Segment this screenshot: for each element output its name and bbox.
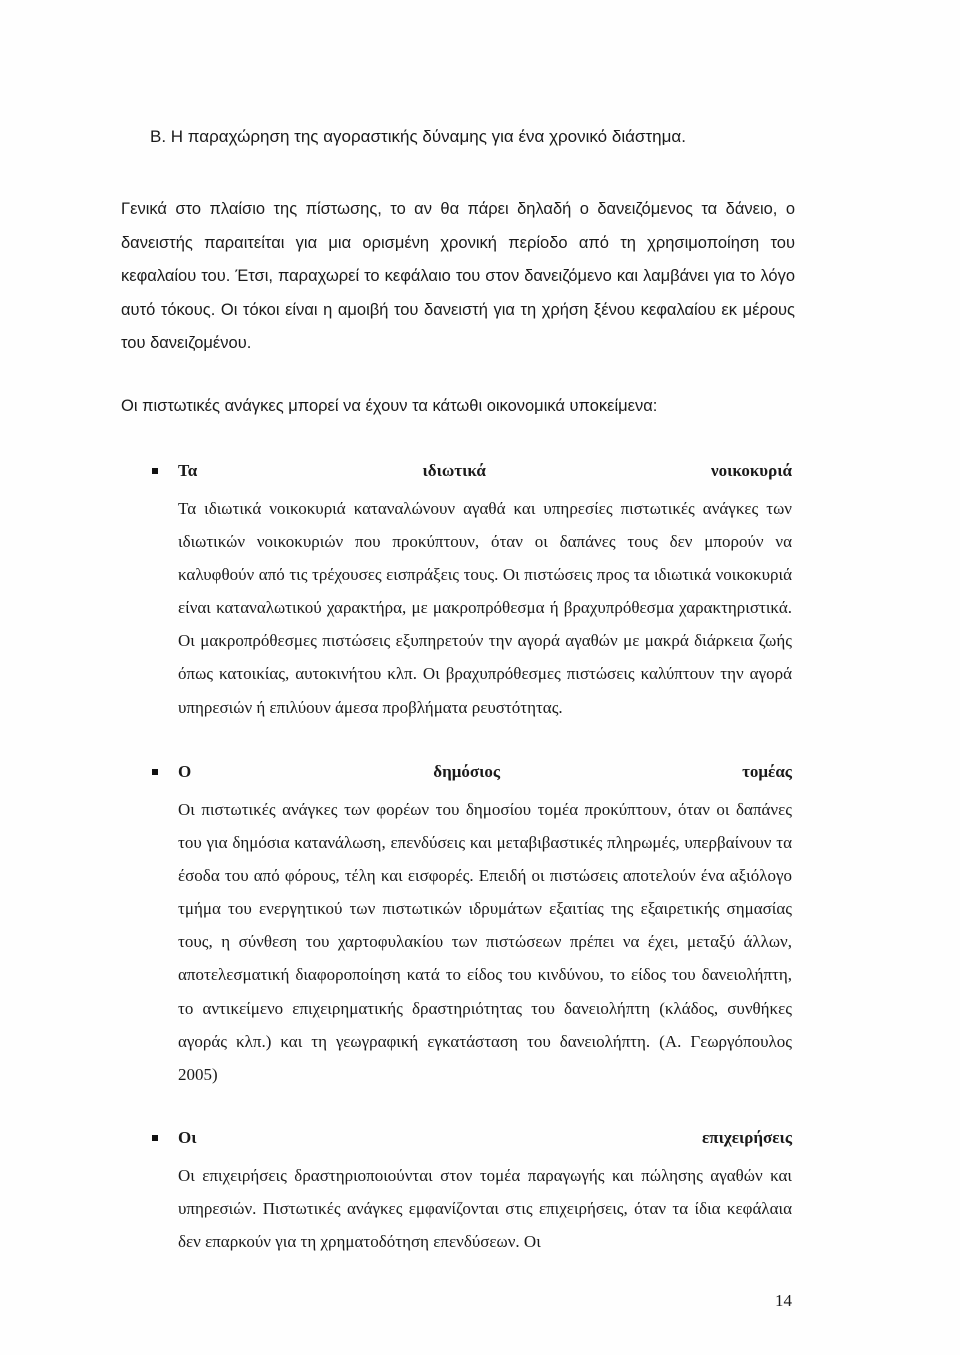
bullet-body: Τα ιδιωτικά νοικοκυριά καταναλώνουν αγαθά και υπηρεσίες πιστωτικές ανάγκες των ιδιωτικών νοικοκυριών που προκύπτουν, όταν οι δαπάνες τους δεν μπορούν να καλυφθούν από τις τρέχουσες εισπράξεις τους. Οι πιστώσεις προς τα ιδιωτικά νοικοκυριά είναι καταναλωτικού χαρακτήρα, με μακροπρόθεσμα ή βραχυπρόθεσμα χαρακτηριστικά. Οι μακροπρόθεσμες πιστώσεις εξυπηρετούν την αγορά αγαθών με μακρά διάρκεια ζωής όπως κατοικίας, αυτοκινήτου κλπ. Οι βραχυπρόθεσμες πιστώσεις καλύπτουν την αγορά υπηρεσιών ή επιλύουν άμεσα προβλήματα ρευστότητας. [178,499,792,717]
bullet-title [150,761,792,783]
title-word: Τα [178,461,198,480]
intro-paragraph: Γενικά στο πλαίσιο της πίστωσης, το αν θα πάρει δηλαδή ο δανειζόμενος τα δάνειο, ο δανειστής παραιτείται για μια ορισμένη χρονική περίοδο από τη χρησιμοποίηση του κεφαλαίου του. Έτσι, παραχωρεί το κεφάλαιο του στον δανειζόμενο και λαμβάνει για το λόγο αυτό τόκους. Οι τόκοι είναι η αμοιβή του δανειστή για τη χρήση ξένου κεφαλαίου εκ μέρους του δανειζομένου. [121,200,795,352]
bullet-body: Οι πιστωτικές ανάγκες των φορέων του δημοσίου τομέα προκύπτουν, όταν οι δαπάνες του για δημόσια κατανάλωση, επενδύσεις και μεταβιβαστικές πληρωμές, υπερβαίνουν τα έσοδα του από φόρους, τέλη και εισφορές. Επειδή οι πιστώσεις αποτελούν ένα αξιόλογο τμήμα του ενεργητικού των πιστωτικών ιδρυμάτων εξαιτίας της εξαιρετικής σημασίας τους, η σύνθεση του χαρτοφυλακίου των πιστώσεων πρέπει να έχει, μεταξύ άλλων, αποτελεσματική διαφοροποίηση κατά το είδος του κινδύνου, το είδος του δανειολήπτη, το αντικείμενο επιχειρηματικής δραστηριότητας του δανειολήπτη (κλάδος, συνθήκες αγοράς κλπ.) και τη γεωγραφική εγκατάσταση του δανειολήπτη. (Α. Γεωργόπουλος 2005) [178,800,792,1084]
title-word: ιδιωτικά [422,461,486,480]
bullet-square-icon [152,468,158,474]
title-word: Ο [178,762,192,781]
bullet-square-icon [152,769,158,775]
bullet-title [150,460,792,482]
section-heading: Β. Η παραχώρηση της αγοραστικής δύναμης για ένα χρονικό διάστημα. [150,127,686,146]
bullet-body: Οι επιχειρήσεις δραστηριοποιούνται στον τομέα παραγωγής και πώλησης αγαθών και υπηρεσιών. Πιστωτικές ανάγκες εμφανίζονται στις επιχειρήσεις, όταν τα ίδια κεφάλαια δεν επαρκούν για τη χρηματοδότηση επενδύσεων. Οι [178,1166,792,1252]
credit-needs-paragraph: Οι πιστωτικές ανάγκες μπορεί να έχουν τα κάτωθι οικονομικά υποκείμενα: [121,397,658,415]
page-number: 14 [775,1291,792,1310]
title-word: επιχειρήσεις [702,1128,792,1147]
bullet-title [150,1127,792,1149]
title-word: δημόσιος [433,762,501,781]
title-word: Οι [178,1128,197,1147]
bullet-square-icon [152,1135,158,1141]
title-word: τομέας [742,762,792,781]
bullet-public-sector [150,761,790,1091]
bullet-private-households [150,460,790,724]
bullet-businesses [150,1127,790,1258]
title-word: νοικοκυριά [711,461,792,480]
